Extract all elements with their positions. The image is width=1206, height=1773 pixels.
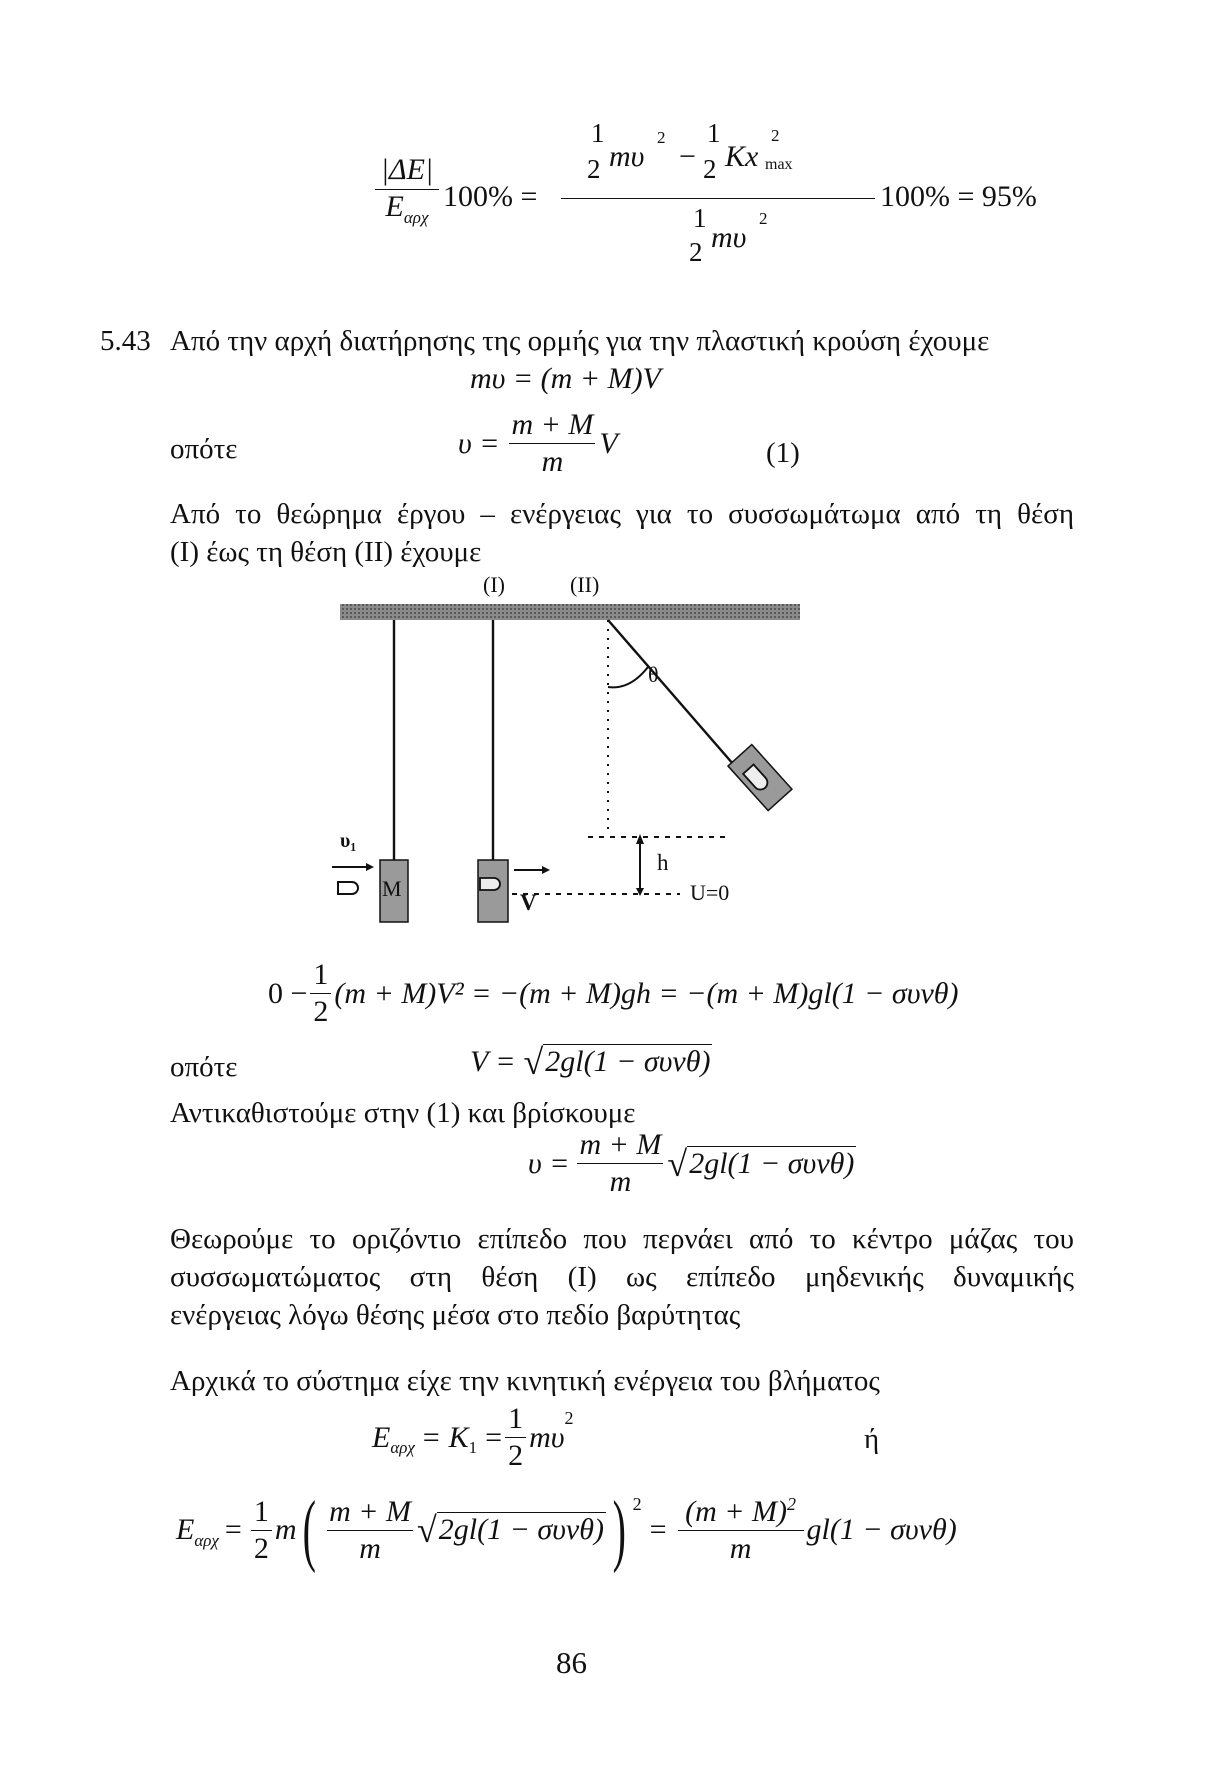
embedded-bullet-1 — [480, 878, 500, 890]
K1-E-sub: αρχ — [390, 1437, 415, 1457]
label-pos-1: (I) — [483, 572, 505, 597]
K1-half — [505, 1402, 526, 1473]
final-m: m — [274, 1513, 297, 1546]
v-final-lhs: υ = — [528, 1146, 570, 1180]
final-tail: gl(1 − συνθ) — [806, 1513, 957, 1546]
efficiency-rhs-fraction — [561, 118, 875, 269]
potential-line-3: ενέργειας λόγω θέσης μέσα στο πεδίο βαρύτητας — [170, 1299, 741, 1331]
ceiling — [340, 604, 800, 620]
substitute-text: Αντικαθιστούμε στην (1) και βρίσκουμε — [170, 1097, 636, 1129]
opote-2: οπότε — [170, 1051, 238, 1083]
den-mv: mυ — [711, 221, 747, 254]
final-sq: 2 — [632, 1494, 642, 1514]
label-V: V — [520, 890, 537, 915]
final-half-den: 2 — [251, 1530, 272, 1566]
final-radicand: 2gl(1 − συνθ) — [438, 1513, 604, 1546]
final-E: E — [176, 1513, 195, 1546]
v-final-radicand: 2gl(1 − συνθ) — [689, 1146, 855, 1180]
potential-paragraph — [170, 1220, 1074, 1334]
final-frac-den: m — [327, 1530, 413, 1566]
final-eq1: = — [224, 1513, 242, 1546]
num-two-a: 2 — [587, 154, 601, 184]
projectile — [338, 882, 358, 894]
efficiency-result: 100% = 95% — [880, 180, 1037, 213]
v-final-den: m — [577, 1163, 663, 1199]
label-theta: θ — [648, 662, 659, 687]
K1-equation — [372, 1402, 574, 1473]
efficiency-lhs-fraction — [375, 153, 439, 228]
K1-half-den: 2 — [505, 1437, 526, 1473]
den-two: 2 — [689, 237, 703, 267]
final-frac — [326, 1495, 414, 1566]
final-half — [251, 1495, 272, 1566]
v-fraction — [509, 408, 597, 479]
final-equation — [176, 1486, 957, 1574]
delta-E: |ΔE| — [380, 153, 434, 186]
energy-rest: (m + M)V² = −(m + M)gh = −(m + M)gl(1 − συνθ) — [334, 976, 959, 1010]
final-frac2-num-text: (m + M) — [685, 1495, 787, 1528]
work-energy-para — [170, 495, 1074, 571]
final-frac2-sq: 2 — [786, 1494, 796, 1514]
v1-arrowhead — [366, 863, 374, 871]
K1-half-num: 1 — [508, 1402, 524, 1435]
final-half-num: 1 — [253, 1494, 269, 1528]
final-frac2-num — [682, 1494, 799, 1530]
final-frac2 — [678, 1494, 804, 1566]
energy-half-den: 2 — [310, 993, 331, 1029]
num-Kx: Kx — [725, 140, 759, 173]
v-frac-num: m + M — [511, 408, 594, 441]
v-lhs: υ = — [458, 426, 500, 460]
num-one-a: 1 — [591, 118, 605, 148]
final-eq2: = — [649, 1513, 667, 1546]
label-M: M — [382, 876, 402, 901]
string-pos-2 — [608, 620, 740, 772]
K1-sq: 2 — [564, 1408, 574, 1428]
section-intro: Από την αρχή διατήρησης της ορμής για την πλαστική κρούση έχουμε — [170, 325, 990, 357]
V-radicand: 2gl(1 − συνθ) — [545, 1045, 711, 1078]
block-pos-2 — [728, 745, 792, 811]
label-v1: υ₁ — [340, 830, 357, 852]
v-V: V — [599, 426, 618, 460]
potential-line-2: συσσωματώματος στη θέση (I) ως επίπεδο μηδενικής δυναμικής — [170, 1261, 1074, 1293]
or-text: ή — [864, 1423, 880, 1455]
opote-1: οπότε — [170, 433, 238, 465]
block-pos-1 — [478, 860, 508, 922]
V-sqrt: √ 2gl(1 − συνθ) — [523, 1042, 711, 1082]
den-one: 1 — [693, 203, 707, 233]
potential-line-1: Θεωρούμε το οριζόντιο επίπεδο που περνάει από το κέντρο μάζας του — [170, 1223, 1074, 1255]
num-sq-a: 2 — [657, 128, 666, 147]
pendulum-figure — [330, 572, 850, 942]
page-number: 86 — [556, 1645, 587, 1680]
v-equation — [458, 408, 618, 479]
final-lparen: ( — [303, 1486, 317, 1574]
K1-sub: 1 — [468, 1437, 478, 1457]
v-final-sqrt: √ 2gl(1 − συνθ) — [667, 1143, 855, 1184]
energy-half — [310, 958, 331, 1029]
h-arrowhead-top — [636, 834, 644, 844]
pendulum-diagram — [330, 572, 850, 942]
work-energy-line-1: Από το θεώρημα έργου – ενέργειας για το συσσωμάτωμα από τη θέση — [170, 498, 1074, 530]
initial-energy-text: Αρχικά το σύστημα είχε την κινητική ενέργεια του βλήματος — [170, 1365, 880, 1397]
pct-equals: 100% = — [443, 180, 538, 213]
num-mv: mυ — [609, 140, 645, 173]
v-final-equation — [528, 1128, 856, 1199]
final-sqrt: √ 2gl(1 − συνθ) — [417, 1510, 604, 1550]
K1-mv: mυ — [529, 1420, 565, 1454]
theta-arc — [608, 667, 648, 687]
work-energy-line-2: (I) έως τη θέση (II) έχουμε — [170, 536, 482, 568]
label-h: h — [657, 850, 669, 875]
final-frac2-den: m — [678, 1530, 804, 1566]
section-number: 5.43 — [100, 325, 151, 357]
K1-mid: = K — [420, 1420, 469, 1454]
num-sq-b: 2 — [771, 126, 780, 145]
E-arch: $E_{\alpha\rho\chi}$ — [385, 190, 429, 227]
num-one-b: 1 — [707, 118, 721, 148]
final-frac-num: m + M — [329, 1494, 412, 1528]
label-pos-2: (II) — [570, 572, 600, 597]
num-two-b: 2 — [703, 154, 717, 184]
den-sq: 2 — [759, 209, 768, 228]
K1-E: E — [372, 1420, 391, 1454]
v-frac-den: m — [509, 443, 595, 479]
V-lhs: V = — [470, 1045, 516, 1078]
efficiency-equation — [375, 118, 1037, 268]
final-E-sub: αρχ — [194, 1531, 219, 1550]
final-rparen: ) — [612, 1486, 626, 1574]
V-equation — [470, 1044, 712, 1080]
label-U0: U=0 — [690, 880, 730, 905]
v-final-fraction — [577, 1128, 665, 1199]
K1-eq: = — [485, 1420, 503, 1454]
momentum-equation: mυ = (m + M)V — [470, 362, 661, 395]
v-final-num: m + M — [579, 1128, 662, 1161]
num-minus: − — [679, 140, 696, 173]
energy-half-num: 1 — [313, 958, 329, 991]
V-arrowhead — [542, 866, 550, 874]
energy-zero-minus: 0 − — [268, 976, 308, 1010]
energy-equation — [268, 958, 959, 1029]
num-max-sub: max — [765, 156, 793, 173]
equation-label-1: (1) — [766, 437, 800, 469]
